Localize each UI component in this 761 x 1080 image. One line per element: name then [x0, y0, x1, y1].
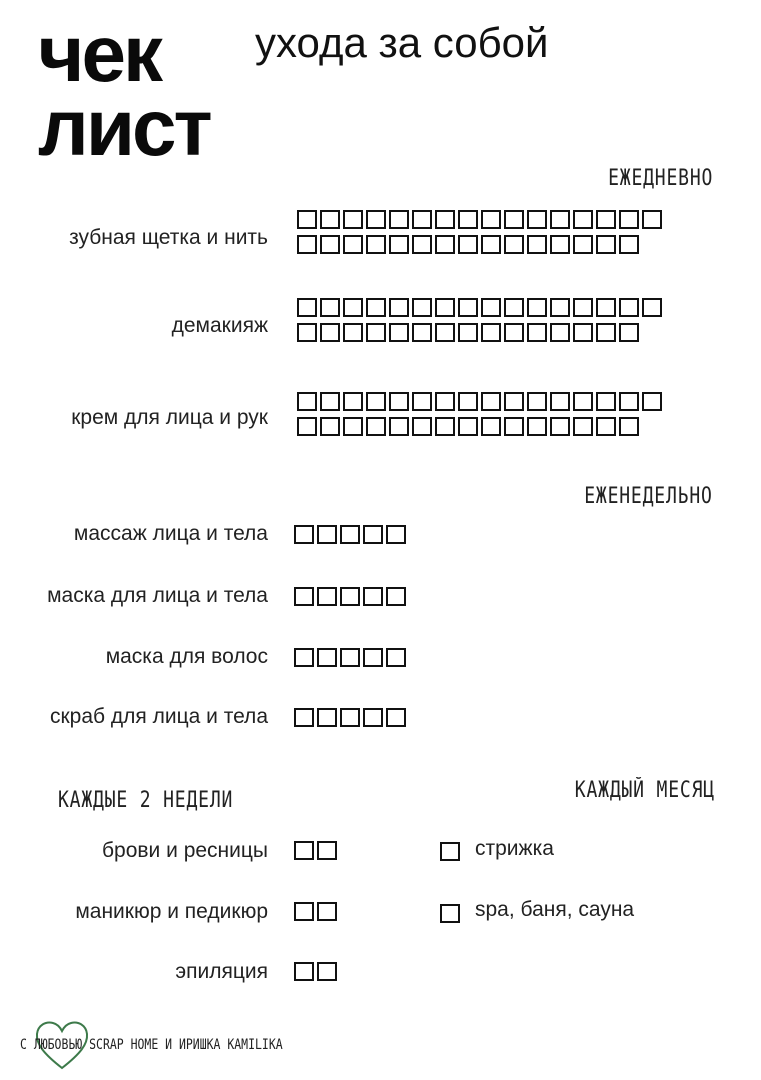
checkbox-square[interactable]: [481, 298, 501, 317]
checkbox-square[interactable]: [481, 210, 501, 229]
checkbox-square[interactable]: [527, 392, 547, 411]
checkbox-square[interactable]: [386, 708, 406, 727]
checkbox-square[interactable]: [435, 417, 455, 436]
checkbox-square[interactable]: [297, 210, 317, 229]
checkbox-square[interactable]: [320, 392, 340, 411]
checkbox-square[interactable]: [550, 417, 570, 436]
daily-boxes-3-row-1: [297, 392, 662, 411]
biweekly-label-1: брови и ресницы: [102, 839, 268, 862]
checkbox-square[interactable]: [619, 417, 639, 436]
daily-label-1: зубная щетка и нить: [69, 226, 268, 249]
checkbox-square[interactable]: [642, 392, 662, 411]
checkbox-square[interactable]: [389, 210, 409, 229]
checkbox-square[interactable]: [412, 298, 432, 317]
checkbox-square[interactable]: [481, 323, 501, 342]
biweekly-label-3: эпиляция: [175, 960, 268, 983]
weekly-heading: ЕЖЕНЕДЕЛЬНО: [584, 484, 713, 509]
daily-label-3: крем для лица и рук: [71, 406, 268, 429]
checkbox-square[interactable]: [550, 235, 570, 254]
checkbox-square[interactable]: [320, 323, 340, 342]
biweekly-boxes-3: [294, 962, 337, 981]
checkbox-square[interactable]: [386, 587, 406, 606]
checkbox-square[interactable]: [389, 298, 409, 317]
checkbox-square[interactable]: [458, 235, 478, 254]
biweekly-label-2: маникюр и педикюр: [75, 900, 268, 923]
checkbox-square[interactable]: [320, 417, 340, 436]
checkbox-square[interactable]: [297, 323, 317, 342]
checkbox-square[interactable]: [573, 392, 593, 411]
checkbox-square[interactable]: [481, 417, 501, 436]
checkbox-square[interactable]: [412, 210, 432, 229]
checkbox-square[interactable]: [366, 210, 386, 229]
checkbox-square[interactable]: [481, 235, 501, 254]
checkbox-square[interactable]: [458, 417, 478, 436]
weekly-boxes-1: [294, 525, 406, 544]
daily-boxes-2-row-2: [297, 323, 662, 342]
checkbox-square[interactable]: [435, 210, 455, 229]
checkbox-square[interactable]: [619, 323, 639, 342]
checkbox-square[interactable]: [343, 298, 363, 317]
checkbox-square[interactable]: [440, 842, 460, 861]
checkbox-square[interactable]: [389, 417, 409, 436]
checkbox-square[interactable]: [412, 235, 432, 254]
footer-credit: С ЛЮБОВЬЮ SCRAP HOME И ИРИШКА KAMILIKA: [20, 1037, 283, 1053]
daily-boxes-2: [297, 298, 662, 342]
checkbox-square[interactable]: [340, 708, 360, 727]
checkbox-square[interactable]: [294, 587, 314, 606]
daily-boxes-2-row-1: [297, 298, 662, 317]
checkbox-square[interactable]: [596, 417, 616, 436]
checkbox-square[interactable]: [504, 392, 524, 411]
weekly-boxes-3: [294, 648, 406, 667]
checkbox-square[interactable]: [504, 323, 524, 342]
checkbox-square[interactable]: [294, 962, 314, 981]
checkbox-square[interactable]: [458, 210, 478, 229]
daily-label-2: демакияж: [171, 314, 268, 337]
checkbox-square[interactable]: [366, 323, 386, 342]
weekly-label-1: массаж лица и тела: [73, 522, 268, 545]
monthly-label-1: стрижка: [475, 837, 554, 860]
daily-boxes-3-row-2: [297, 417, 662, 436]
biweekly-boxes-1: [294, 841, 337, 860]
checkbox-square[interactable]: [317, 841, 337, 860]
checkbox-square[interactable]: [389, 392, 409, 411]
daily-heading: ЕЖЕДНЕВНО: [607, 166, 713, 191]
weekly-label-4: скраб для лица и тела: [49, 705, 268, 728]
checkbox-square[interactable]: [504, 298, 524, 317]
checkbox-square[interactable]: [297, 417, 317, 436]
checkbox-square[interactable]: [297, 392, 317, 411]
checkbox-square[interactable]: [317, 648, 337, 667]
checkbox-square[interactable]: [294, 525, 314, 544]
checkbox-square[interactable]: [435, 392, 455, 411]
checkbox-square[interactable]: [573, 323, 593, 342]
checkbox-square[interactable]: [294, 648, 314, 667]
checkbox-square[interactable]: [573, 417, 593, 436]
checkbox-square[interactable]: [504, 235, 524, 254]
checkbox-square[interactable]: [619, 392, 639, 411]
checkbox-square[interactable]: [317, 962, 337, 981]
checkbox-square[interactable]: [297, 298, 317, 317]
checkbox-square[interactable]: [363, 648, 383, 667]
checkbox-square[interactable]: [366, 392, 386, 411]
checkbox-square[interactable]: [596, 298, 616, 317]
checkbox-square[interactable]: [550, 323, 570, 342]
checkbox-square[interactable]: [320, 235, 340, 254]
monthly-heading: КАЖДЫЙ МЕСЯЦ: [574, 778, 715, 803]
checkbox-square[interactable]: [527, 298, 547, 317]
checkbox-square[interactable]: [294, 902, 314, 921]
subtitle: ухода за собой: [255, 19, 549, 66]
checkbox-square[interactable]: [320, 210, 340, 229]
daily-boxes-1-row-2: [297, 235, 662, 254]
checkbox-square[interactable]: [481, 392, 501, 411]
checkbox-square[interactable]: [596, 323, 616, 342]
title-line-1: чек: [38, 9, 160, 98]
monthly-label-2: spa, баня, сауна: [475, 898, 635, 921]
checkbox-square[interactable]: [435, 323, 455, 342]
checkbox-square[interactable]: [527, 417, 547, 436]
checkbox-square[interactable]: [550, 298, 570, 317]
checkbox-square[interactable]: [550, 392, 570, 411]
checkbox-square[interactable]: [527, 235, 547, 254]
checkbox-square[interactable]: [550, 210, 570, 229]
weekly-label-3: маска для волос: [105, 645, 268, 668]
checkbox-square[interactable]: [294, 841, 314, 860]
checkbox-square[interactable]: [458, 323, 478, 342]
checkbox-square[interactable]: [340, 525, 360, 544]
checkbox-square[interactable]: [343, 210, 363, 229]
checkbox-square[interactable]: [363, 525, 383, 544]
title-line-2: лист: [38, 83, 210, 172]
weekly-boxes-2: [294, 587, 406, 606]
weekly-boxes-4: [294, 708, 406, 727]
checkbox-square[interactable]: [412, 417, 432, 436]
checkbox-square[interactable]: [343, 235, 363, 254]
checkbox-square[interactable]: [440, 904, 460, 923]
checkbox-square[interactable]: [366, 417, 386, 436]
checkbox-square[interactable]: [386, 525, 406, 544]
checkbox-square[interactable]: [389, 235, 409, 254]
checkbox-square[interactable]: [504, 210, 524, 229]
checkbox-square[interactable]: [412, 392, 432, 411]
checkbox-square[interactable]: [386, 648, 406, 667]
biweekly-boxes-2: [294, 902, 337, 921]
monthly-boxes-1: [440, 842, 460, 861]
daily-boxes-1: [297, 210, 662, 254]
weekly-label-2: маска для лица и тела: [47, 584, 268, 607]
checkbox-square[interactable]: [294, 708, 314, 727]
checkbox-square[interactable]: [596, 392, 616, 411]
checkbox-square[interactable]: [504, 417, 524, 436]
checkbox-square[interactable]: [317, 902, 337, 921]
checkbox-square[interactable]: [317, 708, 337, 727]
checkbox-square[interactable]: [343, 417, 363, 436]
checkbox-square[interactable]: [435, 298, 455, 317]
monthly-boxes-2: [440, 904, 460, 923]
checkbox-square[interactable]: [320, 298, 340, 317]
checkbox-square[interactable]: [412, 323, 432, 342]
checkbox-square[interactable]: [642, 298, 662, 317]
checkbox-square[interactable]: [527, 210, 547, 229]
checkbox-square[interactable]: [619, 235, 639, 254]
checkbox-square[interactable]: [619, 298, 639, 317]
daily-boxes-1-row-1: [297, 210, 662, 229]
checkbox-square[interactable]: [458, 392, 478, 411]
checkbox-square[interactable]: [297, 235, 317, 254]
checkbox-square[interactable]: [573, 298, 593, 317]
checkbox-square[interactable]: [435, 235, 455, 254]
checkbox-square[interactable]: [343, 392, 363, 411]
checkbox-square[interactable]: [366, 298, 386, 317]
biweekly-heading: КАЖДЫЕ 2 НЕДЕЛИ: [58, 788, 234, 813]
checkbox-square[interactable]: [596, 235, 616, 254]
checkbox-square[interactable]: [458, 298, 478, 317]
checkbox-square[interactable]: [363, 708, 383, 727]
checkbox-square[interactable]: [596, 210, 616, 229]
checkbox-square[interactable]: [363, 587, 383, 606]
checkbox-square[interactable]: [343, 323, 363, 342]
checkbox-square[interactable]: [317, 587, 337, 606]
checkbox-square[interactable]: [389, 323, 409, 342]
checkbox-square[interactable]: [340, 587, 360, 606]
checkbox-square[interactable]: [573, 210, 593, 229]
checkbox-square[interactable]: [619, 210, 639, 229]
checkbox-square[interactable]: [366, 235, 386, 254]
checkbox-square[interactable]: [340, 648, 360, 667]
checkbox-square[interactable]: [317, 525, 337, 544]
checkbox-square[interactable]: [573, 235, 593, 254]
daily-boxes-3: [297, 392, 662, 436]
checkbox-square[interactable]: [642, 210, 662, 229]
checkbox-square[interactable]: [527, 323, 547, 342]
